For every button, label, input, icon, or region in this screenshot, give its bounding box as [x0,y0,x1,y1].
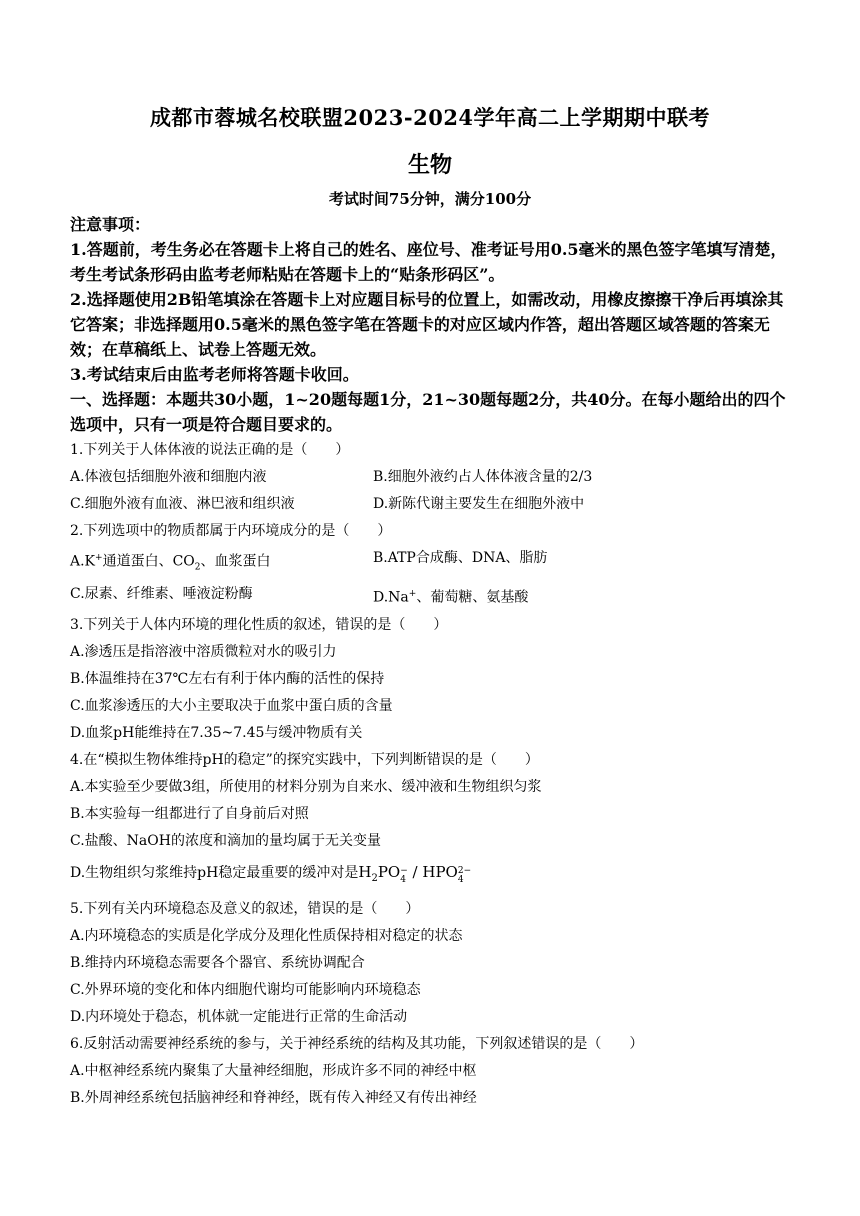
note-item-1: 1.答题前，考生务必在答题卡上将自己的姓名、座位号、准考证号用0.5毫米的黑色签字笔填写清楚，考生考试条形码由监考老师粘贴在答题卡上的“贴条形码区”。 [70,240,787,284]
question-4-option-d [70,855,795,896]
exam-content [70,212,795,1112]
q4d-text: D.生物组织匀浆维持pH稳定最重要的缓冲对是 [70,865,359,882]
question-4-stem: 4.在“模拟生物体维持pH的稳定”的探究实践中，下列判断错误的是（ ） [70,752,539,769]
question-1-stem: 1.下列关于人体体液的说法正确的是（ ） [70,442,350,458]
q2a-pre: A.K [70,553,96,570]
section-heading: 一、选择题：本题共30小题，1~20题每题1分，21~30题每题2分，共40分。在每小题给出的四个选项中，只有一项是符合题目要求的。 [70,390,786,434]
question-1-option-b: B.细胞外液约占人体体液含量的2/3 [373,469,593,485]
exam-title: 成都市蓉城名校联盟2023-2024学年高二上学期期中联考 [149,105,711,130]
question-2-option-a [70,545,373,581]
question-6-option-a: A.中枢神经系统内聚集了大量神经细胞，形成许多不同的神经中枢 [70,1063,477,1080]
q2a-sub: 2 [194,562,201,573]
question-5-option-c: C.外界环境的变化和体内细胞代谢均可能影响内环境稳态 [70,982,421,999]
question-2-option-c: C.尿素、纤维素、唾液淀粉酶 [70,586,253,603]
q2a-mid: 通道蛋白、CO [102,553,195,570]
f1: H [358,863,372,882]
note-item-2: 2.选择题使用2B铅笔填涂在答题卡上对应题目标号的位置上，如需改动，用橡皮擦擦干净后再填涂其它答案；非选择题用0.5毫米的黑色签字笔在答题卡的对应区域内作答，超出答题区域答题的答案无效；在草稿纸上、试卷上答题无效。 [70,290,784,359]
f2-sub: 4 [400,875,406,886]
question-6-option-b: B.外周神经系统包括脑神经和脊神经，既有传入神经又有传出神经 [70,1090,477,1107]
q2d-post: 、葡萄糖、氨基酸 [416,590,529,607]
question-5-option-d: D.内环境处于稳态，机体就一定能进行正常的生命活动 [70,1009,408,1026]
q2d-pre: D.Na [373,590,409,607]
question-5-option-b: B.维持内环境稳态需要各个器官、系统协调配合 [70,955,365,972]
f3-sub: 4 [457,875,464,886]
notes-heading: 注意事项： [70,215,151,234]
question-5-option-a: A.内环境稳态的实质是化学成分及理化性质保持相对稳定的状态 [70,928,463,945]
note-item-3: 3.考试结束后由监考老师将答题卡收回。 [70,365,359,384]
question-4-option-c: C.盐酸、NaOH的浓度和滴加的量均属于无关变量 [70,833,381,850]
question-1-option-d: D.新陈代谢主要发生在细胞外液中 [373,496,585,512]
f1-sub: 2 [371,873,378,885]
question-4-option-a: A.本实验至少要做3组，所使用的材料分别为自来水、缓冲液和生物组织匀浆 [70,779,542,796]
f2: PO [377,863,401,882]
question-1-options-row-2 [70,491,795,518]
f2-supsub [400,867,408,885]
question-2-option-d [373,581,795,612]
question-3-option-c: C.血浆渗透压的大小主要取决于血浆中蛋白质的含量 [70,698,393,715]
f2-sup: − [400,866,408,877]
question-3-stem: 3.下列关于人体内环境的理化性质的叙述，错误的是（ ） [70,617,448,634]
question-1-option-c: C.细胞外液有血液、淋巴液和组织液 [70,496,295,512]
f-slash: / [407,863,423,882]
question-3-option-d: D.血浆pH能维持在7.35~7.45与缓冲物质有关 [70,725,363,742]
question-2-options-row-2 [70,581,795,612]
q2a-post: 、血浆蛋白 [200,553,271,570]
buffer-pair-formula [358,863,472,886]
question-3-option-b: B.体温维持在37℃左右有利于体内酶的活性的保持 [70,671,385,688]
question-1-option-a: A.体液包括细胞外液和细胞内液 [70,469,267,485]
question-1-options-row-1 [70,464,795,491]
exam-subject: 生物 [407,152,452,178]
question-4-option-b: B.本实验每一组都进行了自身前后对照 [70,806,309,823]
question-5-stem: 5.下列有关内环境稳态及意义的叙述，错误的是（ ） [70,901,420,918]
question-2-options-row-1 [70,545,795,581]
question-6-stem: 6.反射活动需要神经系统的参与，关于神经系统的结构及其功能，下列叙述错误的是（ ） [70,1036,644,1053]
q2d-sup: + [408,589,417,600]
question-2-option-b: B.ATP合成酶、DNA、脂肪 [373,550,548,566]
f3-sup: 2− [457,866,472,877]
f3-supsub [458,867,471,885]
exam-info: 考试时间75分钟，满分100分 [328,190,532,208]
q2a-sup: + [95,553,103,563]
f3: HPO [422,863,458,882]
question-2-stem: 2.下列选项中的物质都属于内环境成分的是（ ） [70,523,392,539]
question-3-option-a: A.渗透压是指溶液中溶质微粒对水的吸引力 [70,644,337,661]
